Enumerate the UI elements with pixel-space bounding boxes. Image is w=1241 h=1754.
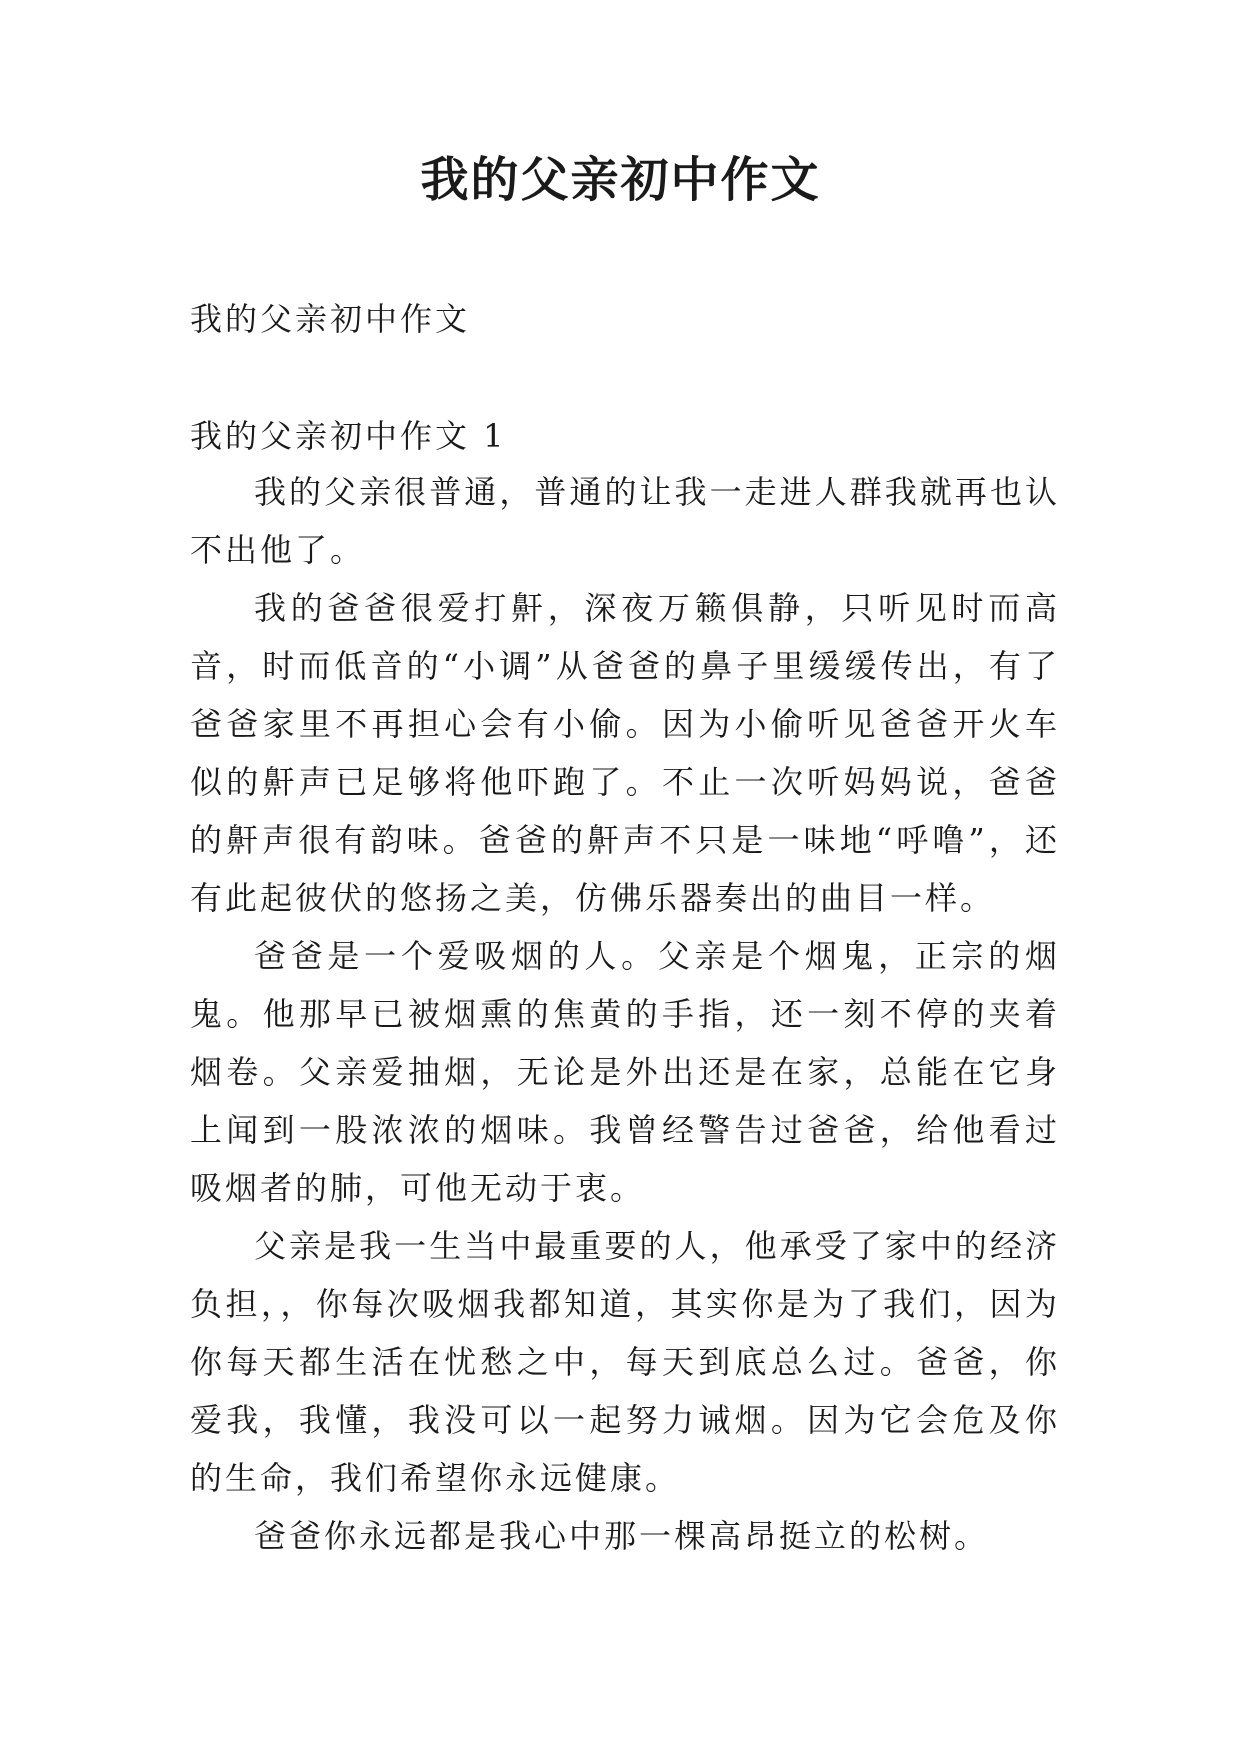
page-title: 我的父亲初中作文 — [420, 152, 821, 208]
paragraph: 爸爸你永远都是我心中那一棵高昂挺立的松树。 — [254, 1517, 990, 1555]
paragraph: 父亲是我一生当中最重要的人，他承受了家中的经济负担，，你每次吸烟我都知道，其实你是为了我们，因为你每天都生活在忧愁之中，每天到底总么过。爸爸，你爱我，我懂，我没可以一起努力诫烟。因为它会危及你的生命，我们希望你永远健康。 — [190, 1227, 1060, 1497]
paragraph: 爸爸是一个爱吸烟的人。父亲是个烟鬼，正宗的烟鬼。他那早已被烟熏的焦黄的手指，还一刻不停的夹着烟卷。父亲爱抽烟，无论是外出还是在家，总能在它身上闻到一股浓浓的烟味。我曾经警告过爸爸，给他看过吸烟者的肺，可他无动于衷。 — [190, 937, 1060, 1207]
paragraph: 我的父亲很普通，普通的让我一走进人群我就再也认不出他了。 — [190, 473, 1060, 569]
paragraph: 我的爸爸很爱打鼾，深夜万籁俱静，只听见时而高音，时而低音的“小调”从爸爸的鼻子里缓缓传出，有了爸爸家里不再担心会有小偷。因为小偷听见爸爸开火车似的鼾声已足够将他吓跑了。不止一次听妈妈说，爸爸的鼾声很有韵味。爸爸的鼾声不只是一味地“呼噜”，还有此起彼伏的悠扬之美，仿佛乐器奏出的曲目一样。 — [190, 589, 1060, 917]
section-heading: 我的父亲初中作文 1 — [190, 417, 507, 455]
essay-body — [190, 463, 1060, 1565]
document-subtitle: 我的父亲初中作文 — [190, 300, 471, 338]
